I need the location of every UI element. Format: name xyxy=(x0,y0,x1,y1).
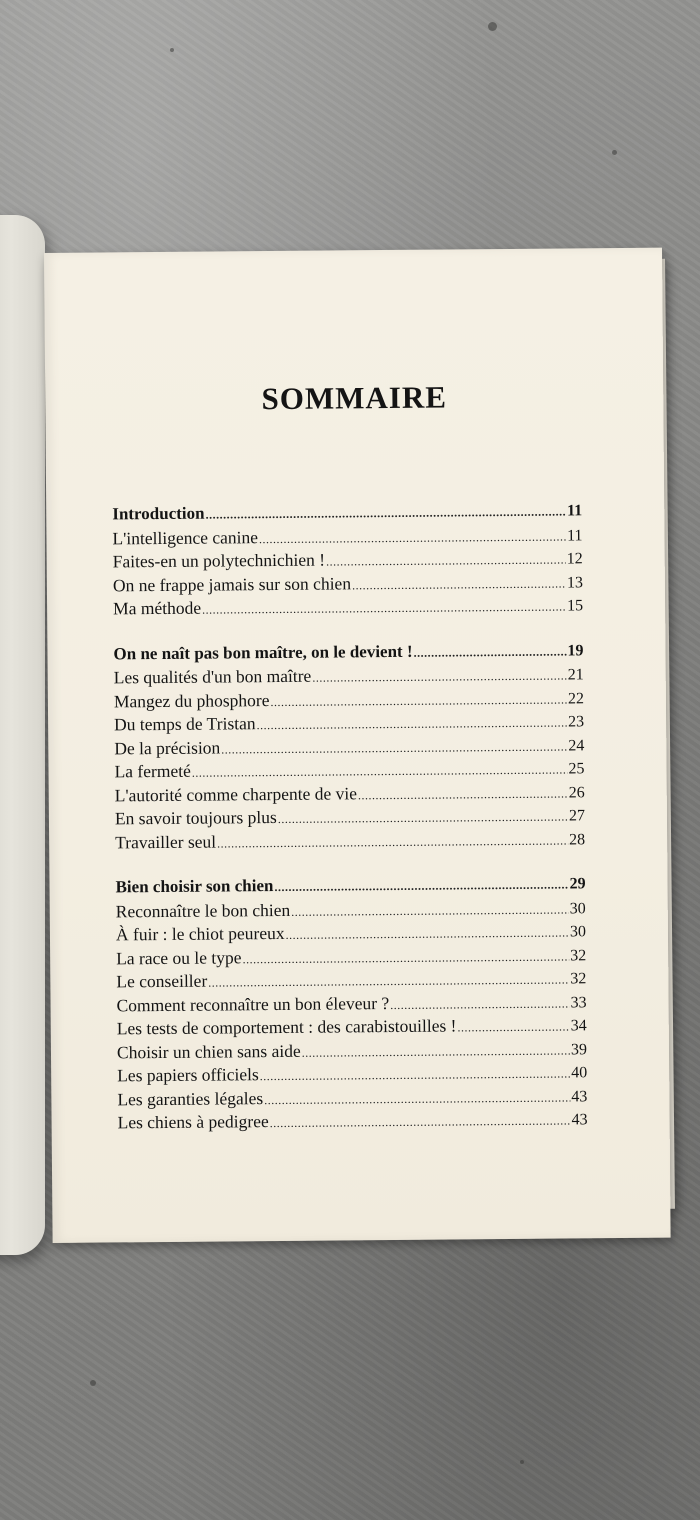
leader-dots xyxy=(264,1090,570,1108)
toc-page-number: 11 xyxy=(567,502,583,520)
toc-page-number: 39 xyxy=(570,1040,588,1058)
concrete-speck xyxy=(90,1380,96,1386)
toc-entry-label: De la précision xyxy=(114,736,221,758)
leader-dots xyxy=(358,786,568,803)
leader-dots xyxy=(192,762,568,780)
toc-entry-label: Les tests de comportement : des carabistouilles ! xyxy=(116,1015,457,1039)
toc-entry-label: Choisir un chien sans aide xyxy=(116,1040,301,1062)
toc-page-number: 13 xyxy=(566,573,583,591)
toc-entry-label: La race ou le type xyxy=(116,946,242,968)
toc-page-number: 40 xyxy=(571,1064,588,1082)
toc-page-number: 43 xyxy=(571,1087,588,1105)
toc-page-number: 25 xyxy=(568,760,585,778)
toc-entry-label: Mangez du phosphore xyxy=(113,689,270,711)
toc-entry-label: En savoir toujours plus xyxy=(114,806,277,829)
table-of-contents xyxy=(112,500,587,1136)
concrete-speck xyxy=(170,48,174,52)
toc-page-number: 33 xyxy=(570,993,587,1011)
leader-dots xyxy=(278,809,568,827)
toc-page-number: 15 xyxy=(567,597,584,615)
leader-dots xyxy=(312,668,567,685)
toc-entry-label: L'intelligence canine xyxy=(112,526,259,548)
toc-page-number: 32 xyxy=(570,970,587,988)
toc-page-number: 23 xyxy=(568,713,585,731)
toc-page-number: 26 xyxy=(568,783,585,801)
toc-entry-label: Les papiers officiels xyxy=(117,1064,259,1086)
concrete-speck xyxy=(612,150,617,155)
toc-page-number: 24 xyxy=(568,736,585,754)
toc-page-number: 28 xyxy=(569,830,586,848)
leader-dots xyxy=(274,877,568,895)
leader-dots xyxy=(291,902,569,919)
leader-dots xyxy=(217,833,568,851)
toc-entry-label: Faites-en un polytechnichien ! xyxy=(112,549,326,572)
toc-entry-label: Les garanties légales xyxy=(117,1087,264,1109)
toc-entry-label: On ne frappe jamais sur son chien xyxy=(112,572,352,595)
page-title: SOMMAIRE xyxy=(261,379,448,417)
toc-entry-label: À fuir : le chiot peureux xyxy=(115,922,285,945)
toc-page-number: 32 xyxy=(570,946,587,964)
leader-dots xyxy=(390,996,570,1013)
toc-page-number: 22 xyxy=(567,689,584,707)
toc-entry-label: Les qualités d'un bon maître xyxy=(113,665,312,688)
leader-dots xyxy=(259,529,566,547)
leader-dots xyxy=(242,949,569,967)
toc-entry-label: Comment reconnaître un bon éleveur ? xyxy=(116,992,390,1015)
leader-dots xyxy=(202,599,566,617)
toc-page-number: 21 xyxy=(567,666,584,684)
leader-dots xyxy=(286,925,569,942)
leader-dots xyxy=(270,692,567,710)
toc-entry-label: L'autorité comme charpente de vie xyxy=(114,782,358,805)
toc-entry-label: Du temps de Tristan xyxy=(114,713,256,735)
leader-dots xyxy=(326,552,566,569)
toc-entry xyxy=(118,1108,588,1136)
leader-dots xyxy=(260,1066,571,1084)
toc-entry-label: La fermeté xyxy=(114,760,191,782)
toc-page-number: 34 xyxy=(570,1017,587,1035)
toc-page-number: 27 xyxy=(568,807,586,825)
toc-entry-label: Reconnaître le bon chien xyxy=(115,899,291,921)
leader-dots xyxy=(208,972,569,990)
toc-entry-label: Ma méthode xyxy=(113,597,202,619)
leader-dots xyxy=(414,644,567,660)
toc-entry-label: Travailler seul xyxy=(115,831,217,852)
book-page xyxy=(44,248,671,1243)
leader-dots xyxy=(257,715,568,733)
toc-page-number: 30 xyxy=(569,923,587,941)
toc-page-number: 43 xyxy=(571,1111,588,1129)
toc-page-number: 30 xyxy=(569,899,586,917)
toc-heading-label: Introduction xyxy=(112,503,205,524)
left-page-edge xyxy=(0,215,45,1255)
toc-heading-label: Bien choisir son chien xyxy=(115,876,274,897)
toc-heading-label: On ne naît pas bon maître, on le devient ! xyxy=(113,641,413,663)
leader-dots xyxy=(302,1043,570,1060)
leader-dots xyxy=(270,1113,571,1131)
leader-dots xyxy=(221,739,567,757)
concrete-speck xyxy=(520,1460,524,1464)
concrete-speck xyxy=(488,22,497,31)
toc-page-number: 29 xyxy=(569,875,586,893)
toc-page-number: 11 xyxy=(567,526,583,544)
toc-entry-label: Les chiens à pedigree xyxy=(117,1111,269,1133)
toc-page-number: 19 xyxy=(567,641,584,659)
toc-entry-label: Le conseiller xyxy=(116,970,208,992)
leader-dots xyxy=(352,576,566,593)
toc-page-number: 12 xyxy=(566,550,583,568)
leader-dots xyxy=(457,1019,569,1035)
leader-dots xyxy=(205,504,566,522)
